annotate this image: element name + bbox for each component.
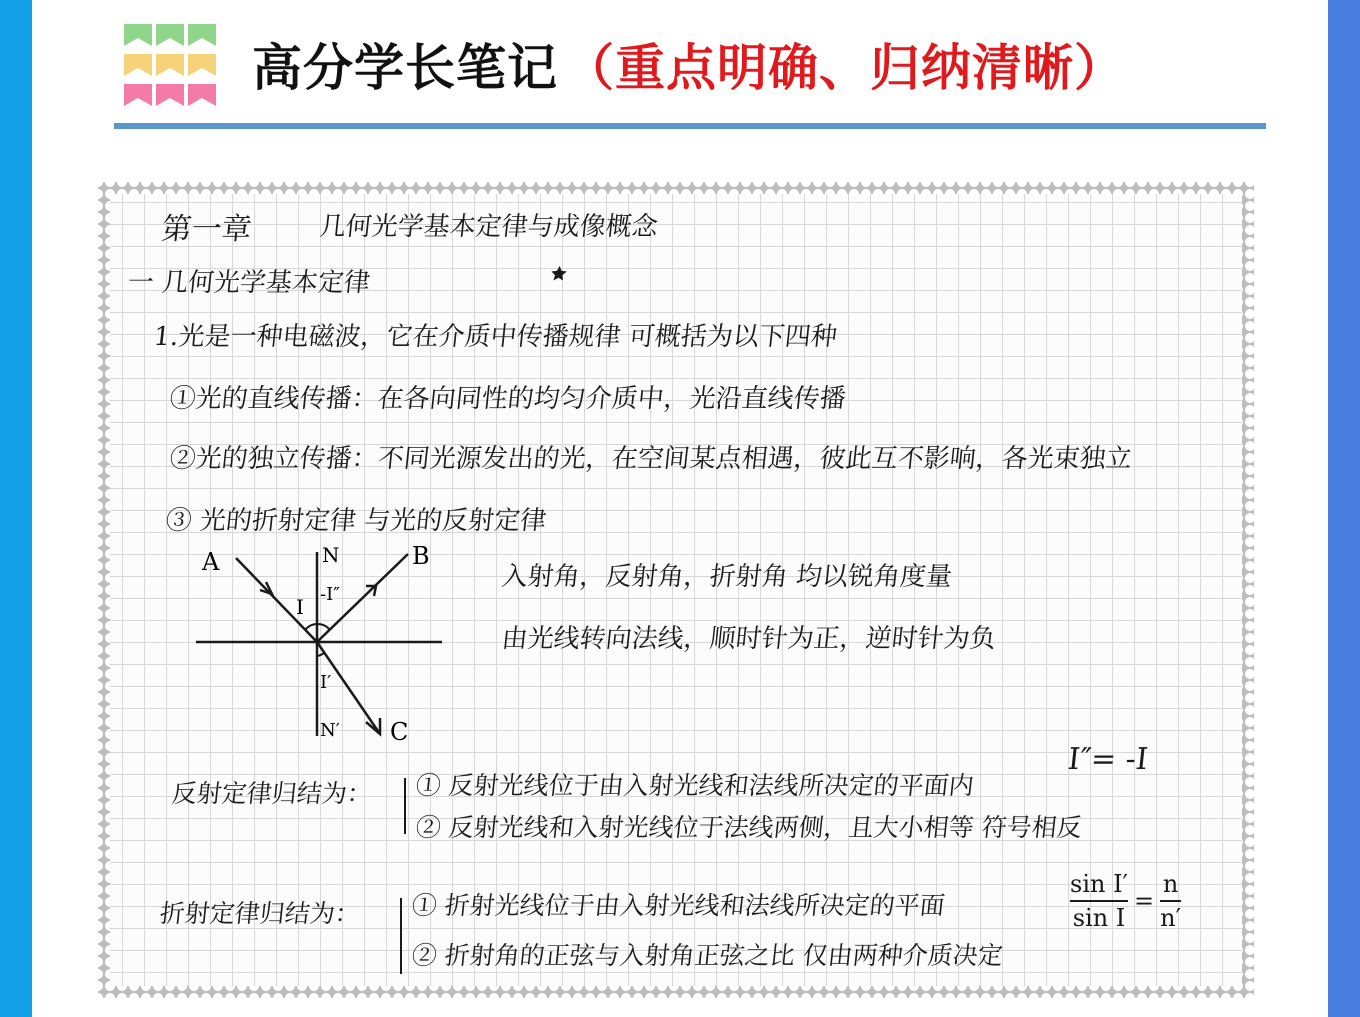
angle-measure-note: 入射角，反射角，折射角 均以锐角度量 bbox=[500, 562, 954, 592]
bunting-flag bbox=[156, 84, 184, 106]
refraction-point-1: ① 折射光线位于由入射光线和法线所决定的平面 bbox=[410, 891, 947, 920]
law-2: ②光的独立传播：不同光源发出的光，在空间某点相遇，彼此互不影响，各光束独立 bbox=[168, 444, 1134, 474]
page-title bbox=[252, 22, 1125, 106]
bunting-flag bbox=[156, 54, 184, 76]
section-title: 一 几何光学基本定律 bbox=[126, 268, 372, 298]
title-main: 高分学长笔记 bbox=[252, 39, 558, 97]
section-mark: 🟊 bbox=[548, 262, 569, 287]
chapter-title: 几何光学基本定律与成像概念 bbox=[318, 212, 660, 242]
title-subtitle: （重点明确、归纳清晰） bbox=[564, 39, 1125, 97]
bunting-flag bbox=[188, 54, 216, 76]
formula-right-fraction bbox=[1160, 870, 1181, 932]
bunting-flag bbox=[124, 84, 152, 106]
formula-denominator-left: sin I bbox=[1072, 904, 1126, 932]
label-incidence-angle: I bbox=[296, 595, 304, 619]
reflection-equation: I″= -I bbox=[1066, 742, 1150, 777]
reflection-point-2: ② 反射光线和入射光线位于法线两侧，且大小相等 符号相反 bbox=[414, 813, 1084, 842]
label-c: C bbox=[390, 718, 409, 746]
formula-equals: = bbox=[1134, 887, 1155, 915]
chapter-label: 第一章 bbox=[159, 212, 254, 247]
formula-numerator-left: sin I′ bbox=[1070, 870, 1129, 898]
law-1: ①光的直线传播：在各向同性的均匀介质中，光沿直线传播 bbox=[168, 384, 848, 414]
handwritten-notes-page bbox=[110, 194, 1242, 986]
bunting-flag bbox=[188, 24, 216, 46]
refraction-point-2: ② 折射角的正弦与入射角正弦之比 仅由两种介质决定 bbox=[410, 941, 1005, 970]
bunting-flags-icon bbox=[122, 20, 218, 114]
fraction-bar bbox=[1160, 900, 1181, 902]
label-n-prime: N′ bbox=[320, 720, 340, 741]
title-underline bbox=[114, 123, 1266, 129]
reflection-brace bbox=[404, 778, 406, 834]
intro-line: 1.光是一种电磁波，它在介质中传播规律 可概括为以下四种 bbox=[152, 322, 839, 352]
sign-convention-note: 由光线转向法线，顺时针为正，逆时针为负 bbox=[500, 624, 998, 654]
label-n: N bbox=[322, 543, 340, 567]
formula-denominator-right: n′ bbox=[1160, 904, 1182, 932]
right-accent-bar bbox=[1328, 0, 1360, 1017]
bunting-flag bbox=[124, 54, 152, 76]
label-reflection-angle: -I″ bbox=[320, 584, 340, 605]
formula-numerator-right: n bbox=[1162, 870, 1179, 898]
bunting-flag bbox=[156, 24, 184, 46]
bunting-flag bbox=[188, 84, 216, 106]
label-refraction-angle: I′ bbox=[320, 672, 332, 693]
left-accent-bar bbox=[0, 0, 32, 1017]
fraction-bar bbox=[1070, 900, 1128, 902]
reflection-point-1: ① 反射光线位于由入射光线和法线所决定的平面内 bbox=[414, 771, 976, 800]
refracted-arrow-icon bbox=[366, 718, 380, 734]
refraction-brace bbox=[400, 898, 402, 974]
label-b: B bbox=[412, 542, 430, 570]
formula-left-fraction bbox=[1070, 870, 1128, 932]
reflection-heading: 反射定律归结为： bbox=[170, 779, 374, 808]
bunting-flag bbox=[124, 24, 152, 46]
law-3: ③ 光的折射定律 与光的反射定律 bbox=[164, 506, 548, 536]
snell-formula bbox=[1070, 870, 1181, 932]
label-a: A bbox=[202, 548, 220, 576]
refraction-heading: 折射定律归结为： bbox=[158, 899, 362, 928]
refraction-diagram bbox=[180, 524, 480, 754]
